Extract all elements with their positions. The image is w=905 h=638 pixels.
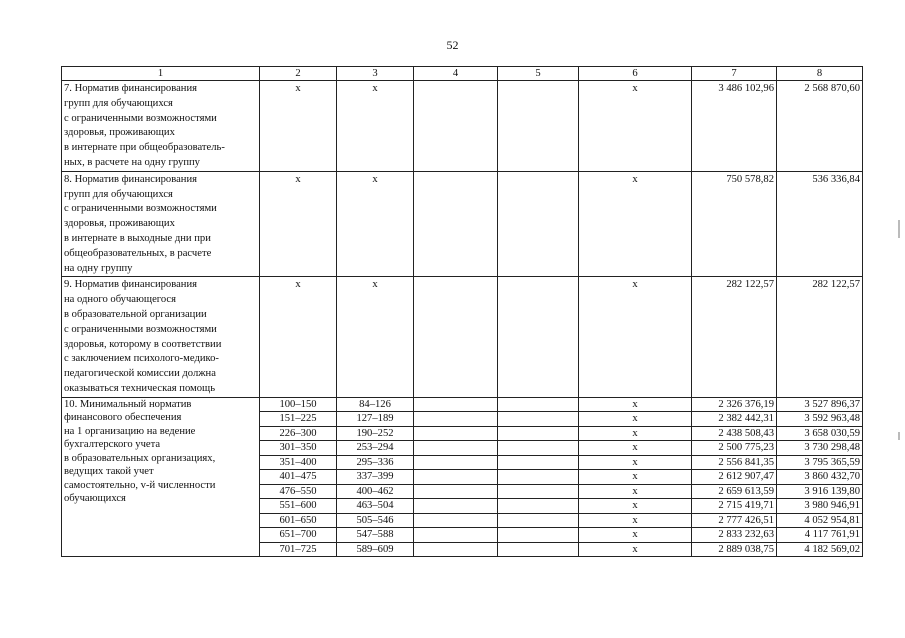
- student-count-range-alt: 463–504: [337, 499, 414, 514]
- col2-cell: x: [260, 81, 337, 172]
- col4-cell: [414, 441, 498, 456]
- col4-cell: [414, 81, 498, 172]
- col6-cell: x: [579, 397, 692, 412]
- col4-cell: [414, 470, 498, 485]
- student-count-range: 601–650: [260, 513, 337, 528]
- description-line: самостоятельно, v-й численности: [64, 479, 216, 491]
- row-description: [62, 397, 260, 557]
- column-number: 6: [579, 67, 692, 81]
- description-line: здоровья, проживающих: [64, 218, 175, 230]
- col7-value: 2 659 613,59: [692, 484, 777, 499]
- description-line: на одну группу: [64, 262, 133, 274]
- col5-cell: [498, 171, 579, 277]
- column-number: 4: [414, 67, 498, 81]
- student-count-range: 651–700: [260, 528, 337, 543]
- description-line: ведущих такой учет: [64, 466, 154, 478]
- col5-cell: [498, 542, 579, 557]
- col2-cell: x: [260, 171, 337, 277]
- col5-cell: [498, 81, 579, 172]
- table-row: [62, 171, 863, 277]
- col5-cell: [498, 277, 579, 397]
- student-count-range: 701–725: [260, 542, 337, 557]
- student-count-range-alt: 127–189: [337, 412, 414, 427]
- col4-cell: [414, 528, 498, 543]
- col7-value: 282 122,57: [692, 277, 777, 397]
- description-line: с ограниченными возможностями: [64, 112, 217, 124]
- col6-cell: x: [579, 542, 692, 557]
- student-count-range: 351–400: [260, 455, 337, 470]
- col4-cell: [414, 426, 498, 441]
- col4-cell: [414, 542, 498, 557]
- col3-cell: x: [337, 277, 414, 397]
- student-count-range: 226–300: [260, 426, 337, 441]
- table-row: [62, 277, 863, 397]
- student-count-range-alt: 190–252: [337, 426, 414, 441]
- row-description: [62, 277, 260, 397]
- col7-value: 2 612 907,47: [692, 470, 777, 485]
- student-count-range: 551–600: [260, 499, 337, 514]
- col5-cell: [498, 513, 579, 528]
- row-description: [62, 171, 260, 277]
- col4-cell: [414, 484, 498, 499]
- column-number: 1: [62, 67, 260, 81]
- description-line: с ограниченными возможностями: [64, 323, 217, 335]
- description-line: 10. Минимальный норматив: [64, 398, 192, 410]
- col6-cell: x: [579, 499, 692, 514]
- col5-cell: [498, 470, 579, 485]
- col8-value: 282 122,57: [777, 277, 863, 397]
- table-row: [62, 397, 863, 412]
- student-count-range-alt: 253–294: [337, 441, 414, 456]
- description-line: групп для обучающихся: [64, 97, 173, 109]
- description-line: оказываться техническая помощь: [64, 382, 216, 394]
- description-line: педагогической комиссии должна: [64, 368, 216, 380]
- col5-cell: [498, 412, 579, 427]
- student-count-range-alt: 589–609: [337, 542, 414, 557]
- col6-cell: x: [579, 171, 692, 277]
- description-line: бухгалтерского учета: [64, 439, 161, 451]
- col8-value: 3 730 298,48: [777, 441, 863, 456]
- col7-value: 2 777 426,51: [692, 513, 777, 528]
- col3-cell: x: [337, 171, 414, 277]
- description-line: в образовательных организациях,: [64, 452, 216, 464]
- column-number: 8: [777, 67, 863, 81]
- col6-cell: x: [579, 484, 692, 499]
- page-number: 52: [446, 38, 459, 52]
- student-count-range: 100–150: [260, 397, 337, 412]
- col6-cell: x: [579, 277, 692, 397]
- student-count-range-alt: 505–546: [337, 513, 414, 528]
- description-line: 8. Норматив финансирования: [64, 173, 198, 185]
- col8-value: 3 592 963,48: [777, 412, 863, 427]
- col4-cell: [414, 171, 498, 277]
- standards-table: [61, 66, 863, 557]
- student-count-range: 301–350: [260, 441, 337, 456]
- col7-value: 2 556 841,35: [692, 455, 777, 470]
- table-body: [62, 67, 863, 557]
- col4-cell: [414, 455, 498, 470]
- column-number: 5: [498, 67, 579, 81]
- col5-cell: [498, 455, 579, 470]
- description-line: обучающихся: [64, 493, 126, 505]
- col8-value: 4 182 569,02: [777, 542, 863, 557]
- col7-value: 3 486 102,96: [692, 81, 777, 172]
- description-line: групп для обучающихся: [64, 188, 173, 200]
- row-description: [62, 81, 260, 172]
- col8-value: 536 336,84: [777, 171, 863, 277]
- col2-cell: x: [260, 277, 337, 397]
- description-line: в образовательной организации: [64, 308, 207, 320]
- student-count-range-alt: 337–399: [337, 470, 414, 485]
- description-line: в интернате в выходные дни при: [64, 232, 211, 244]
- col5-cell: [498, 426, 579, 441]
- col6-cell: x: [579, 81, 692, 172]
- col4-cell: [414, 397, 498, 412]
- column-number: 3: [337, 67, 414, 81]
- description-line: с заключением психолого-медико-: [64, 353, 219, 365]
- col5-cell: [498, 499, 579, 514]
- col8-value: 3 916 139,80: [777, 484, 863, 499]
- table-row: [62, 81, 863, 172]
- col6-cell: x: [579, 513, 692, 528]
- col7-value: 2 382 442,31: [692, 412, 777, 427]
- col5-cell: [498, 441, 579, 456]
- student-count-range: 476–550: [260, 484, 337, 499]
- col7-value: 750 578,82: [692, 171, 777, 277]
- col4-cell: [414, 412, 498, 427]
- col8-value: 3 658 030,59: [777, 426, 863, 441]
- col8-value: 4 052 954,81: [777, 513, 863, 528]
- col3-cell: x: [337, 81, 414, 172]
- student-count-range-alt: 84–126: [337, 397, 414, 412]
- column-number: 7: [692, 67, 777, 81]
- scan-margin-mark: [898, 220, 900, 238]
- description-line: в интернате при общеобразователь-: [64, 142, 225, 154]
- col6-cell: x: [579, 426, 692, 441]
- description-line: здоровья, которому в соответствии: [64, 338, 222, 350]
- col8-value: 3 980 946,91: [777, 499, 863, 514]
- col5-cell: [498, 397, 579, 412]
- col7-value: 2 326 376,19: [692, 397, 777, 412]
- col7-value: 2 438 508,43: [692, 426, 777, 441]
- description-line: ных, в расчете на одну группу: [64, 156, 200, 168]
- col8-value: 3 527 896,37: [777, 397, 863, 412]
- student-count-range-alt: 400–462: [337, 484, 414, 499]
- description-line: на 1 организацию на ведение: [64, 425, 196, 437]
- student-count-range-alt: 547–588: [337, 528, 414, 543]
- column-number: 2: [260, 67, 337, 81]
- description-line: общеобразовательных, в расчете: [64, 247, 212, 259]
- col6-cell: x: [579, 470, 692, 485]
- col6-cell: x: [579, 441, 692, 456]
- student-count-range-alt: 295–336: [337, 455, 414, 470]
- col6-cell: x: [579, 455, 692, 470]
- col6-cell: x: [579, 412, 692, 427]
- col8-value: 2 568 870,60: [777, 81, 863, 172]
- description-line: 7. Норматив финансирования: [64, 83, 198, 94]
- description-line: 9. Норматив финансирования: [64, 279, 198, 291]
- col7-value: 2 715 419,71: [692, 499, 777, 514]
- description-line: здоровья, проживающих: [64, 127, 175, 139]
- column-number-header-row: [62, 67, 863, 81]
- description-line: с ограниченными возможностями: [64, 203, 217, 215]
- student-count-range: 401–475: [260, 470, 337, 485]
- col5-cell: [498, 528, 579, 543]
- col4-cell: [414, 277, 498, 397]
- col7-value: 2 889 038,75: [692, 542, 777, 557]
- description-line: на одного обучающегося: [64, 294, 176, 306]
- description-line: финансового обеспечения: [64, 412, 182, 424]
- col6-cell: x: [579, 528, 692, 543]
- col4-cell: [414, 499, 498, 514]
- col8-value: 3 860 432,70: [777, 470, 863, 485]
- col4-cell: [414, 513, 498, 528]
- col8-value: 4 117 761,91: [777, 528, 863, 543]
- student-count-range: 151–225: [260, 412, 337, 427]
- col7-value: 2 833 232,63: [692, 528, 777, 543]
- col7-value: 2 500 775,23: [692, 441, 777, 456]
- scan-margin-mark: [898, 432, 900, 440]
- col8-value: 3 795 365,59: [777, 455, 863, 470]
- col5-cell: [498, 484, 579, 499]
